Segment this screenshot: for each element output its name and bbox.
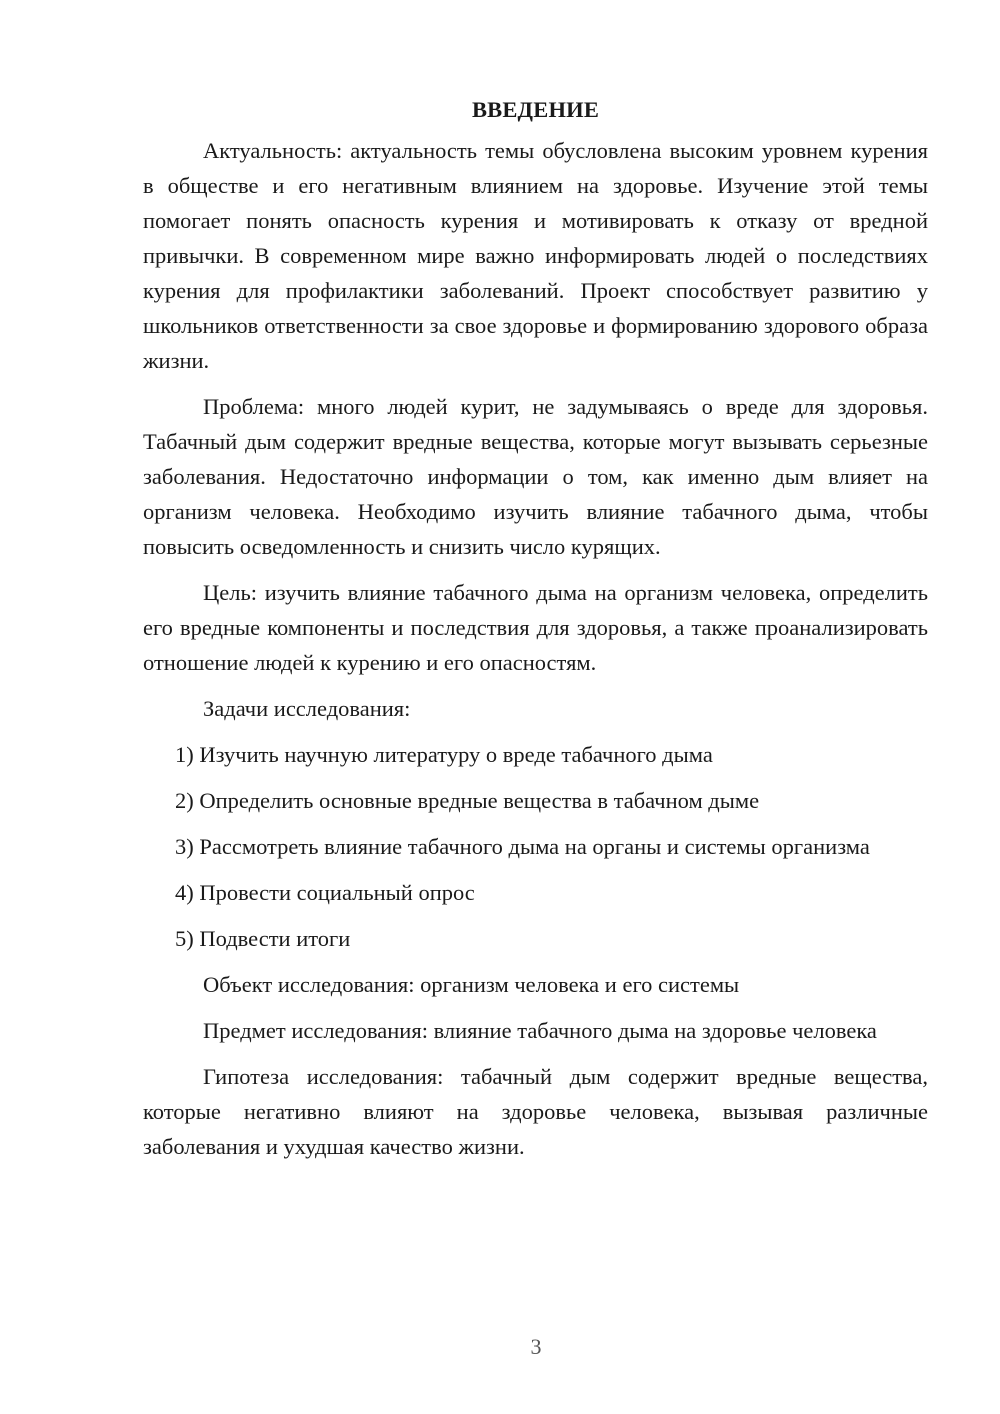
task-item-5: 5) Подвести итоги [175, 926, 351, 951]
problem-paragraph: Проблема: много людей курит, не задумываясь о вреде для здоровья. Табачный дым содержит вредные вещества, которые могут вызывать серьезные заболевания. Недостаточно информации о том, как именно дым влияет на организм человека. Необходимо изучить влияние табачного дыма, чтобы повысить осведомленность и снизить число курящих. [143, 394, 928, 559]
object-paragraph: Объект исследования: организм человека и его системы [203, 972, 740, 997]
task-item-3: 3) Рассмотреть влияние табачного дыма на органы и системы организма [175, 834, 870, 859]
task-item-4: 4) Провести социальный опрос [175, 880, 475, 905]
task-item-2: 2) Определить основные вредные вещества в табачном дыме [175, 788, 760, 813]
subject-paragraph: Предмет исследования: влияние табачного дыма на здоровье человека [203, 1018, 877, 1043]
page-content [143, 92, 928, 1164]
tasks-heading: Задачи исследования: [203, 696, 411, 721]
hypothesis-paragraph: Гипотеза исследования: табачный дым содержит вредные вещества, которые негативно влияют на здоровье человека, вызывая различные заболевания и ухудшая качество жизни. [143, 1064, 928, 1159]
section-title: ВВЕДЕНИЕ [471, 97, 600, 122]
goal-paragraph: Цель: изучить влияние табачного дыма на организм человека, определить его вредные компоненты и последствия для здоровья, а также проанализировать отношение людей к курению и его опасностям. [143, 580, 928, 675]
page-number: 3 [530, 1334, 542, 1359]
relevance-paragraph: Актуальность: актуальность темы обусловлена высоким уровнем курения в обществе и его негативным влиянием на здоровье. Изучение этой темы помогает понять опасность курения и мотивировать к отказу от вредной привычки. В современном мире важно информировать людей о последствиях курения для профилактики заболеваний. Проект способствует развитию у школьников ответственности за свое здоровье и формированию здорового образа жизни. [143, 138, 928, 373]
task-item-1: 1) Изучить научную литературу о вреде табачного дыма [175, 742, 713, 767]
